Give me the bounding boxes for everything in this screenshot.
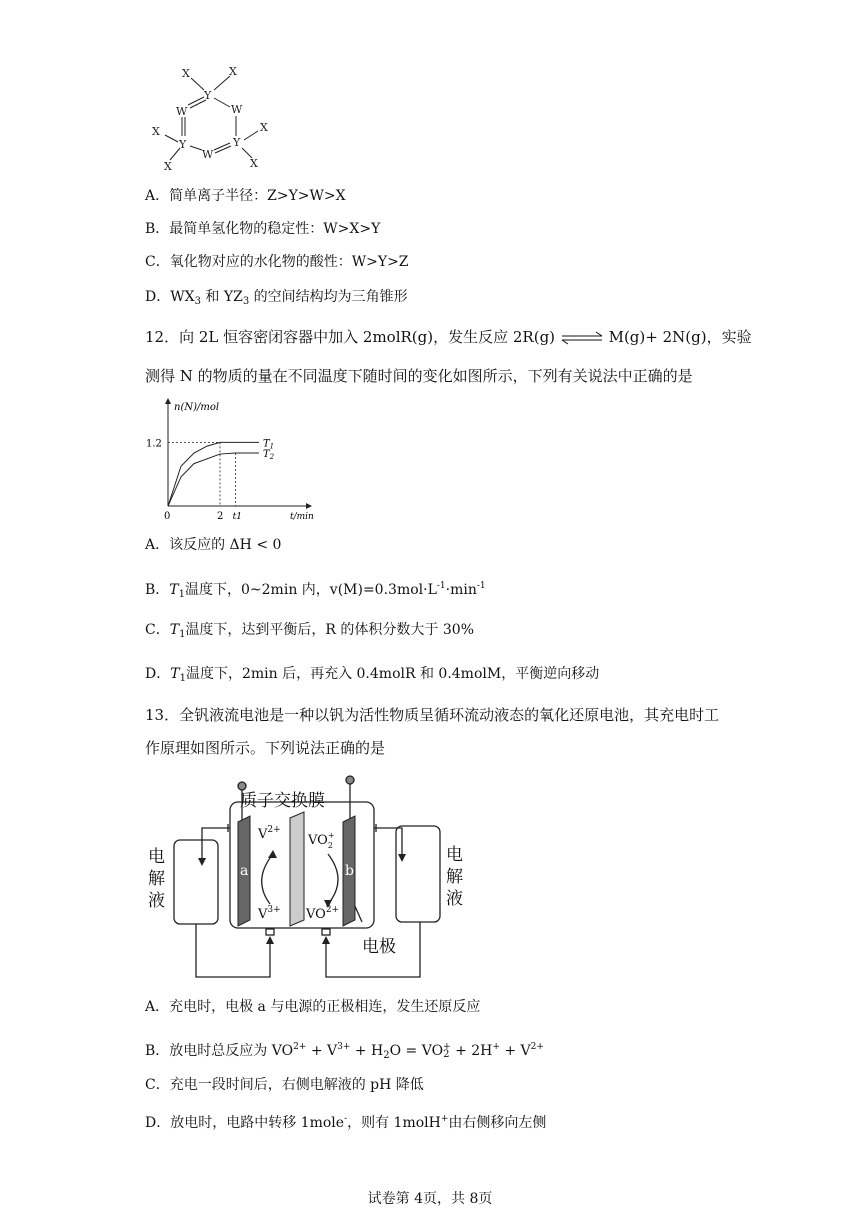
text: 2 xyxy=(443,1049,450,1060)
q12-option-c[interactable] xyxy=(145,621,474,644)
q13-stem-line2: 作原理如图所示。下列说法正确的是 xyxy=(145,739,386,757)
text: (g) xyxy=(685,328,707,346)
text: 2+ xyxy=(267,825,281,835)
text: D． xyxy=(145,666,171,682)
q12-option-a[interactable]: A．该反应的 ΔH < 0 xyxy=(145,537,282,553)
text: ，则有 1molH xyxy=(347,1115,441,1131)
y-tick-label: 1.2 xyxy=(146,438,162,450)
text: 2+ xyxy=(325,905,340,915)
left-tank-label: 液 xyxy=(148,891,165,911)
atom: X xyxy=(164,160,172,173)
q11-option-a[interactable]: A．简单离子半径：Z>Y>W>X xyxy=(145,188,346,204)
x-tick-label: 2 xyxy=(217,511,224,520)
text: + V xyxy=(306,1043,338,1059)
flow-battery-diagram xyxy=(140,772,470,982)
q13-option-d[interactable] xyxy=(145,1110,546,1132)
x-tick-label: t1 xyxy=(232,512,242,520)
text: ，实验 xyxy=(706,328,752,346)
right-tank-label: 电 xyxy=(446,845,463,865)
text: 3 xyxy=(242,296,250,307)
atom: W xyxy=(202,148,214,161)
text: 2+ xyxy=(293,1042,307,1052)
text: V xyxy=(258,907,268,922)
series-label-sub: 2 xyxy=(269,453,275,461)
text: + V xyxy=(499,1043,531,1059)
text: 1 xyxy=(179,673,186,684)
text: 温度下，0~2min 内，v(M)=0.3mol·L xyxy=(185,582,437,598)
q11-option-d[interactable] xyxy=(145,288,408,311)
series-line-T1 xyxy=(168,442,259,506)
series-label: $T_1$ xyxy=(263,438,275,451)
atom: W xyxy=(231,103,243,116)
atom: W xyxy=(176,105,188,118)
atom: Y xyxy=(204,89,212,102)
text: V xyxy=(258,827,268,842)
text: 温度下，2min 后，再充入 0.4molR 和 0.4molM，平衡逆向移动 xyxy=(185,666,600,682)
y-axis-label: n(N)/mol xyxy=(174,402,220,413)
text: -1 xyxy=(436,581,446,591)
text: T xyxy=(169,582,179,598)
text: D．放电时，电路中转移 1mole xyxy=(145,1115,345,1131)
text: (g) xyxy=(533,328,556,346)
series-line-T2 xyxy=(168,453,259,506)
text: ，发生反应 2R xyxy=(433,328,534,346)
atom: X xyxy=(182,67,190,80)
text: 3+ xyxy=(337,1042,351,1052)
q13-option-c[interactable]: C．充电一段时间后，右侧电解液的 pH 降低 xyxy=(145,1077,424,1093)
molecule-structure xyxy=(140,60,290,175)
right-tank-label: 液 xyxy=(446,889,463,909)
ion-label xyxy=(305,905,339,922)
q11-option-b[interactable]: B．最简单氢化物的稳定性：W>X>Y xyxy=(145,221,381,237)
atom: X xyxy=(229,65,237,78)
atom: Y xyxy=(179,138,187,151)
electrode-b-label: b xyxy=(345,863,354,879)
ion-label xyxy=(257,825,281,842)
text: T xyxy=(170,666,180,682)
text: + xyxy=(327,831,335,840)
x-axis-label: t/min xyxy=(290,512,314,520)
ion-label xyxy=(307,831,335,850)
left-tank-label: 解 xyxy=(148,869,165,889)
q12-option-b[interactable] xyxy=(145,577,486,604)
text: VO xyxy=(306,907,326,922)
right-tank-label: 解 xyxy=(446,867,463,887)
y-axis-arrow xyxy=(165,398,171,404)
atom: Y xyxy=(233,136,241,149)
text: M xyxy=(603,328,624,346)
text: 2 xyxy=(383,1050,390,1061)
text: 3 xyxy=(194,296,201,307)
text: 3+ xyxy=(267,905,281,915)
text: ·min xyxy=(445,582,477,598)
text: + xyxy=(492,1042,500,1052)
series-label: $T_2$ xyxy=(263,449,275,461)
q11-option-c[interactable]: C．氧化物对应的水化物的酸性：W>Y>Z xyxy=(145,254,409,270)
atom: X xyxy=(250,157,258,170)
text: 12．向 2L 恒容密闭容器中加入 2molR xyxy=(145,328,412,346)
q12-stem-line2: 测得 N 的物质的量在不同温度下随时间的变化如图所示，下列有关说法中正确的是 xyxy=(145,367,693,385)
q13-stem-line1: 13．全钒液流电池是一种以钒为活性物质呈循环流动液态的氧化还原电池，其充电时工 xyxy=(145,706,720,724)
q13-option-b[interactable] xyxy=(145,1038,544,1065)
text: - xyxy=(344,1114,348,1124)
proton-membrane xyxy=(290,812,304,926)
left-tank-label: 电 xyxy=(148,847,165,867)
q12-option-d[interactable] xyxy=(145,665,599,688)
text: + xyxy=(443,1042,451,1052)
origin-label: 0 xyxy=(164,511,171,520)
text: 1 xyxy=(179,629,186,640)
text: T xyxy=(169,622,180,638)
q13-option-a[interactable]: A．充电时，电极 a 与电源的正极相连，发生还原反应 xyxy=(145,999,481,1015)
atom: X xyxy=(152,125,160,138)
text: B．放电时总反应为 VO xyxy=(145,1043,294,1059)
text: 2 xyxy=(327,841,333,850)
text: D．WX xyxy=(145,289,195,305)
membrane-label: 质子交换膜 xyxy=(240,791,325,811)
atom: X xyxy=(260,121,268,134)
x-axis-arrow xyxy=(306,503,312,509)
text: 1 xyxy=(178,589,186,600)
electrode-label: 电极 xyxy=(362,937,396,957)
text: + xyxy=(440,1114,449,1124)
text: 温度下，达到平衡后，R 的体积分数大于 30% xyxy=(185,622,474,638)
ion-label xyxy=(257,905,281,922)
text: (g) xyxy=(623,328,646,346)
equilibrium-arrow-icon xyxy=(560,331,604,345)
page-footer: 试卷第 4页，共 8页 xyxy=(367,1191,493,1207)
text: + 2H xyxy=(450,1043,493,1059)
text: + 2N xyxy=(645,328,686,346)
q12-stem-line1 xyxy=(145,327,752,347)
text: O = VO xyxy=(389,1043,444,1059)
electrode-a-label: a xyxy=(240,863,249,879)
text: VO xyxy=(308,833,328,848)
text: 2+ xyxy=(530,1042,544,1052)
text: + H xyxy=(350,1043,384,1059)
text: 的空间结构均为三角锥形 xyxy=(249,289,408,305)
text: -1 xyxy=(476,581,486,591)
left-tank xyxy=(174,840,218,924)
text: (g) xyxy=(411,328,434,346)
series-label-sub: 1 xyxy=(269,442,275,451)
n-vs-t-chart xyxy=(140,396,320,520)
text: 和 YZ xyxy=(200,289,243,305)
text: 由右侧移向左侧 xyxy=(448,1115,547,1131)
text: C． xyxy=(145,622,170,638)
text: B． xyxy=(145,582,170,598)
